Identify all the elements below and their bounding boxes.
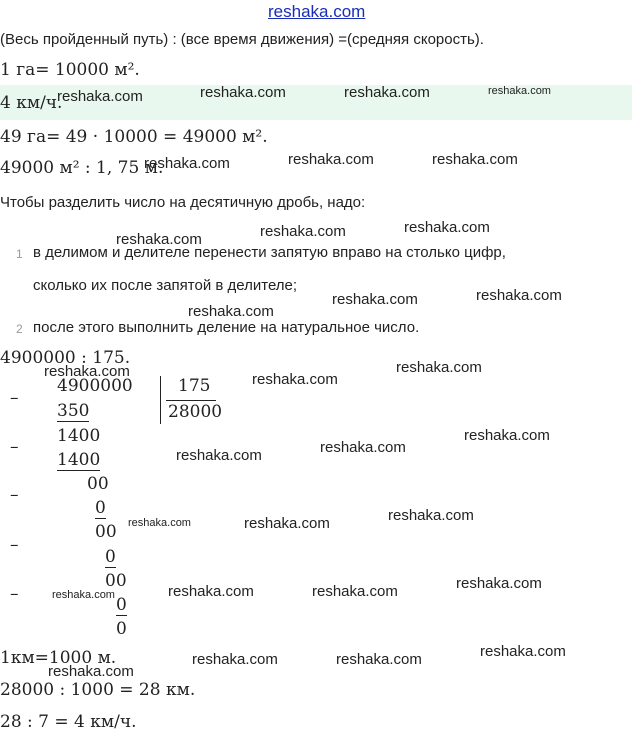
watermark: reshaka.com (332, 291, 418, 308)
rule-2: после этого выполнить деление на натуральное число. (33, 319, 420, 336)
watermark: reshaka.com (144, 155, 230, 172)
quotient: 28000 (168, 402, 223, 422)
rule-1-marker: 1 (16, 247, 23, 261)
minus-sign: – (10, 584, 19, 604)
watermark: reshaka.com (456, 575, 542, 592)
subtrahend-2: 1400 (57, 450, 101, 470)
watermark: reshaka.com (404, 219, 490, 236)
final-remainder: 0 (116, 619, 127, 639)
watermark: reshaka.com (44, 363, 130, 380)
watermark: reshaka.com (476, 287, 562, 304)
minus-sign: – (10, 485, 19, 505)
dividend: 4900000 (57, 376, 133, 396)
rule-1-line-1: в делимом и делителе перенести запятую вправо на столько цифр, (33, 244, 506, 261)
formula-line: (Весь пройденный путь) : (все время движения) =(средняя скорость). (0, 31, 484, 48)
rule-1-line-2: сколько их после запятой в делителе; (33, 277, 298, 294)
watermark: reshaka.com (244, 515, 330, 532)
watermark: reshaka.com (52, 589, 115, 601)
watermark: reshaka.com (192, 651, 278, 668)
subtrahend-3: 0 (95, 498, 106, 518)
division-bracket (160, 376, 161, 424)
minus-sign: – (10, 437, 19, 457)
rule-intro: Чтобы разделить число на десятичную дробь, надо: (0, 194, 366, 211)
watermark: reshaka.com (260, 223, 346, 240)
speed-calculation: 28 : 7 = 4 км/ч. (0, 712, 137, 732)
remainder-3: 00 (95, 522, 117, 542)
site-watermark-link[interactable]: reshaka.com (268, 2, 366, 21)
watermark: reshaka.com (168, 583, 254, 600)
watermark: reshaka.com (312, 583, 398, 600)
watermark: reshaka.com (488, 85, 551, 97)
watermark: reshaka.com (480, 643, 566, 660)
watermark: reshaka.com (336, 651, 422, 668)
watermark: reshaka.com (188, 303, 274, 320)
subtrahend-5: 0 (116, 595, 127, 615)
watermark: reshaka.com (464, 427, 550, 444)
area-calculation: 49 га= 49 · 10000 = 49000 м². (0, 127, 268, 147)
long-division-header: 4900000 : 175. (0, 348, 131, 368)
remainder-2: 00 (87, 474, 109, 494)
subtrahend-1: 350 (57, 401, 90, 421)
watermark: reshaka.com (252, 371, 338, 388)
watermark: reshaka.com (396, 359, 482, 376)
watermark: reshaka.com (388, 507, 474, 524)
watermark: reshaka.com (57, 88, 143, 105)
minus-sign: – (10, 535, 19, 555)
remainder-1: 1400 (57, 426, 101, 446)
remainder-4: 00 (105, 571, 127, 591)
watermark: reshaka.com (116, 231, 202, 248)
watermark: reshaka.com (200, 84, 286, 101)
watermark: reshaka.com (48, 663, 134, 680)
minus-sign: – (10, 388, 19, 408)
watermark: reshaka.com (288, 151, 374, 168)
watermark: reshaka.com (128, 517, 191, 529)
watermark: reshaka.com (176, 447, 262, 464)
hectare-definition: 1 га= 10000 м². (0, 60, 140, 80)
rule-2-marker: 2 (16, 322, 23, 336)
watermark: reshaka.com (432, 151, 518, 168)
division-setup: 49000 м² : 1, 75 м. (0, 158, 164, 178)
watermark: reshaka.com (320, 439, 406, 456)
divisor: 175 (178, 376, 211, 396)
watermark: reshaka.com (344, 84, 430, 101)
km-definition: 1км=1000 м. (0, 648, 117, 668)
answer-highlight: 4 км/ч. (0, 93, 63, 113)
km-calculation: 28000 : 1000 = 28 км. (0, 680, 196, 700)
divisor-line (166, 400, 216, 401)
subtrahend-4: 0 (105, 547, 116, 567)
